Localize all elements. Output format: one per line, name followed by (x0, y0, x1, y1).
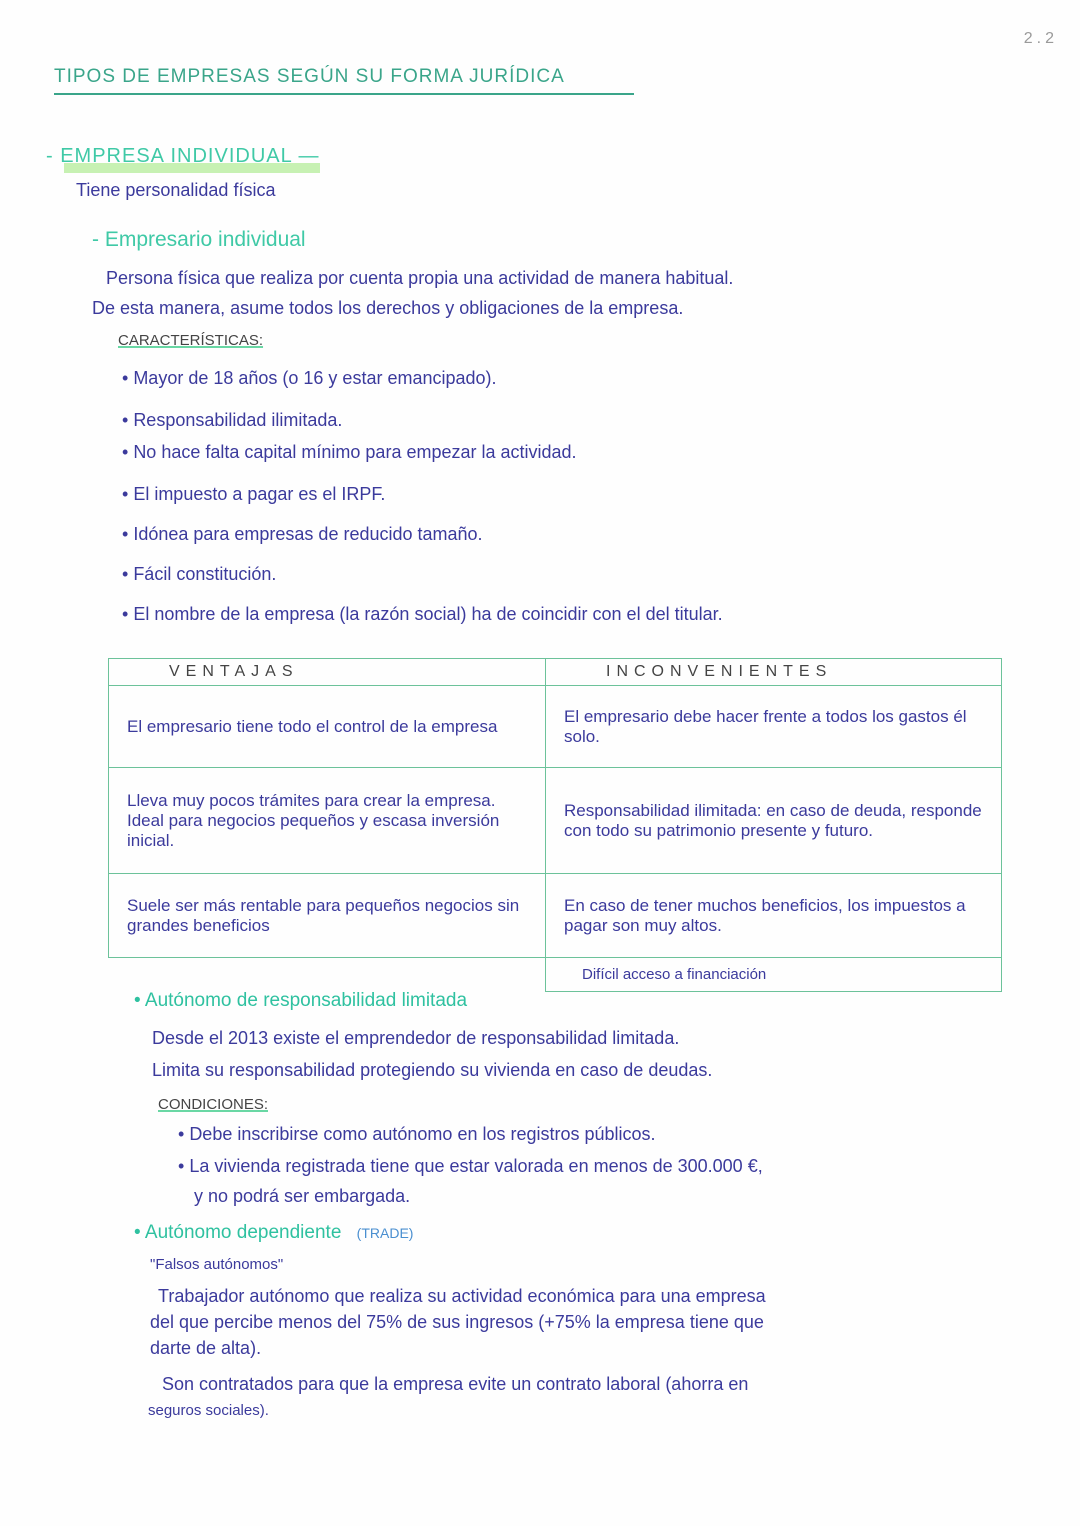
advantage-cell: El empresario tiene todo el control de la empresa (109, 686, 546, 768)
trade-text: darte de alta). (150, 1338, 262, 1358)
disadvantage-cell: El empresario debe hacer frente a todos los gastos él solo. (546, 686, 1002, 768)
autonomo-rl-text: Limita su responsabilidad protegiendo su vivienda en caso de deudas. (152, 1060, 713, 1080)
feature-item: • Idónea para empresas de reducido tamaño. (122, 524, 483, 544)
feature-item: • No hace falta capital mínimo para empezar la actividad. (122, 442, 577, 462)
definition-line: Persona física que realiza por cuenta propia una actividad de manera habitual. (106, 268, 734, 288)
condition-item: • La vivienda registrada tiene que estar valorada en menos de 300.000 €, (178, 1156, 763, 1176)
section-heading: - EMPRESA INDIVIDUAL — (46, 145, 320, 167)
autonomo-rl-heading: • Autónomo de responsabilidad limitada (134, 990, 468, 1011)
trade-text: del que percibe menos del 75% de sus ingresos (+75% la empresa tiene que (150, 1312, 764, 1332)
header-inconvenientes: INCONVENIENTES (546, 659, 1002, 686)
page-number: 2.2 (1023, 30, 1058, 47)
disadvantage-cell: Difícil acceso a financiación (546, 958, 1002, 992)
definition-line: De esta manera, asume todos los derechos y obligaciones de la empresa. (92, 298, 684, 318)
page-title: TIPOS DE EMPRESAS SEGÚN SU FORMA JURÍDICA (54, 66, 565, 87)
feature-item: • Fácil constitución. (122, 564, 277, 584)
feature-item: • Responsabilidad ilimitada. (122, 410, 343, 430)
pros-cons-table (108, 658, 1002, 992)
advantage-cell: Suele ser más rentable para pequeños negocios sin grandes beneficios (109, 874, 546, 958)
empty-cell (109, 958, 546, 992)
features-label: CARACTERÍSTICAS: (118, 332, 264, 349)
feature-item: • Mayor de 18 años (o 16 y estar emancipado). (122, 368, 497, 388)
disadvantage-cell: En caso de tener muchos beneficios, los impuestos a pagar son muy altos. (546, 874, 1002, 958)
subsection-heading: - Empresario individual (92, 228, 306, 251)
trade-text2: seguros sociales). (148, 1402, 269, 1419)
feature-item: • El nombre de la empresa (la razón social) ha de coincidir con el del titular. (122, 604, 723, 624)
trade-heading: • Autónomo dependiente (TRADE) (134, 1222, 414, 1243)
trade-quote: "Falsos autónomos" (150, 1256, 284, 1273)
header-ventajas: VENTAJAS (109, 659, 546, 686)
feature-item: • El impuesto a pagar es el IRPF. (122, 484, 386, 504)
trade-text: Trabajador autónomo que realiza su actividad económica para una empresa (158, 1286, 766, 1306)
condition-item: • Debe inscribirse como autónomo en los registros públicos. (178, 1124, 656, 1144)
autonomo-rl-text: Desde el 2013 existe el emprendedor de responsabilidad limitada. (152, 1028, 680, 1048)
title-underline (54, 93, 634, 95)
condition-item-cont: y no podrá ser embargada. (194, 1186, 411, 1206)
trade-tag: (TRADE) (356, 1225, 414, 1241)
section-subtitle: Tiene personalidad física (76, 180, 276, 200)
trade-text2: Son contratados para que la empresa evite un contrato laboral (ahorra en (162, 1374, 749, 1394)
disadvantage-cell: Responsabilidad ilimitada: en caso de deuda, responde con todo su patrimonio presente y futuro. (546, 768, 1002, 874)
advantage-cell: Lleva muy pocos trámites para crear la empresa. Ideal para negocios pequeños y escasa inversión inicial. (109, 768, 546, 874)
conditions-label: CONDICIONES: (158, 1096, 269, 1113)
